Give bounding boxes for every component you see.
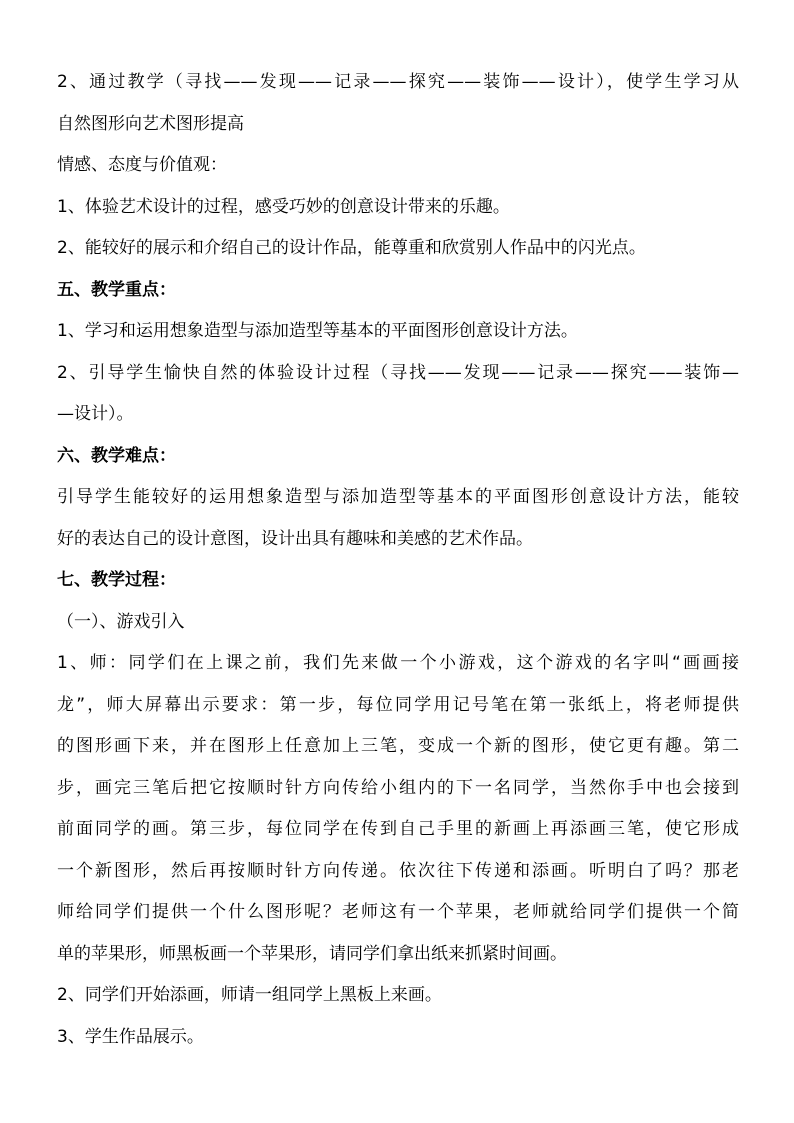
text-line-step-3: 3、学生作品展示。 — [57, 1026, 204, 1047]
section-heading-key-points: 五、教学重点： — [57, 279, 176, 300]
text-line-attitude-1: 1、体验艺术设计的过程，感受巧妙的创意设计带来的乐趣。 — [57, 196, 510, 217]
document-page — [57, 62, 739, 1058]
text-line-key-point-2-cont: —设计）。 — [57, 404, 134, 424]
text-line-step-1-c: 的图形画下来，并在图形上任意加上三笔，变成一个新的图形，使它更有趣。第二 — [57, 736, 739, 756]
text-line-step-1-a: 1、师：同学们在上课之前，我们先来做一个小游戏，这个游戏的名字叫“画画接 — [57, 653, 739, 673]
text-line-key-point-2: 2、引导学生愉快自然的体验设计过程（寻找——发现——记录——探究——装饰— — [57, 362, 739, 383]
text-line-step-2: 2、同学们开始添画，师请一组同学上黑板上来画。 — [57, 985, 442, 1005]
subsection-heading-game-intro: （一）、游戏引入 — [57, 611, 185, 632]
section-heading-process: 七、教学过程： — [57, 570, 176, 590]
text-line-objective-2: 2、通过教学（寻找——发现——记录——探究——装饰——设计），使学生学习从 — [57, 72, 739, 92]
text-line-difficulty-1-cont: 好的表达自己的设计意图，设计出具有趣味和美感的艺术作品。 — [57, 528, 533, 549]
text-line-step-1-f: 一个新图形，然后再按顺时针方向传递。依次往下传递和添画。听明白了吗？那老 — [57, 860, 739, 881]
text-line-step-1-g: 师给同学们提供一个什么图形呢？老师这有一个苹果，老师就给同学们提供一个简 — [57, 902, 739, 922]
text-line-step-1-h: 单的苹果形，师黑板画一个苹果形，请同学们拿出纸来抓紧时间画。 — [57, 943, 567, 964]
text-line-objective-2-cont: 自然图形向艺术图形提高 — [57, 113, 244, 134]
section-subheading-attitude: 情感、态度与价值观： — [57, 155, 227, 175]
text-line-difficulty-1: 引导学生能较好的运用想象造型与添加造型等基本的平面图形创意设计方法，能较 — [57, 487, 739, 507]
text-line-attitude-2: 2、能较好的展示和介绍自己的设计作品，能尊重和欣赏别人作品中的闪光点。 — [57, 238, 646, 258]
text-line-step-1-d: 步，画完三笔后把它按顺时针方向传给小组内的下一名同学，当然你手中也会接到 — [57, 777, 739, 798]
text-line-key-point-1: 1、学习和运用想象造型与添加造型等基本的平面图形创意设计方法。 — [57, 321, 578, 341]
text-line-step-1-b: 龙”，师大屏幕出示要求：第一步，每位同学用记号笔在第一张纸上，将老师提供 — [57, 694, 739, 715]
text-line-step-1-e: 前面同学的画。第三步，每位同学在传到自己手里的新画上再添画三笔，使它形成 — [57, 819, 739, 839]
section-heading-difficulties: 六、教学难点： — [57, 445, 176, 466]
